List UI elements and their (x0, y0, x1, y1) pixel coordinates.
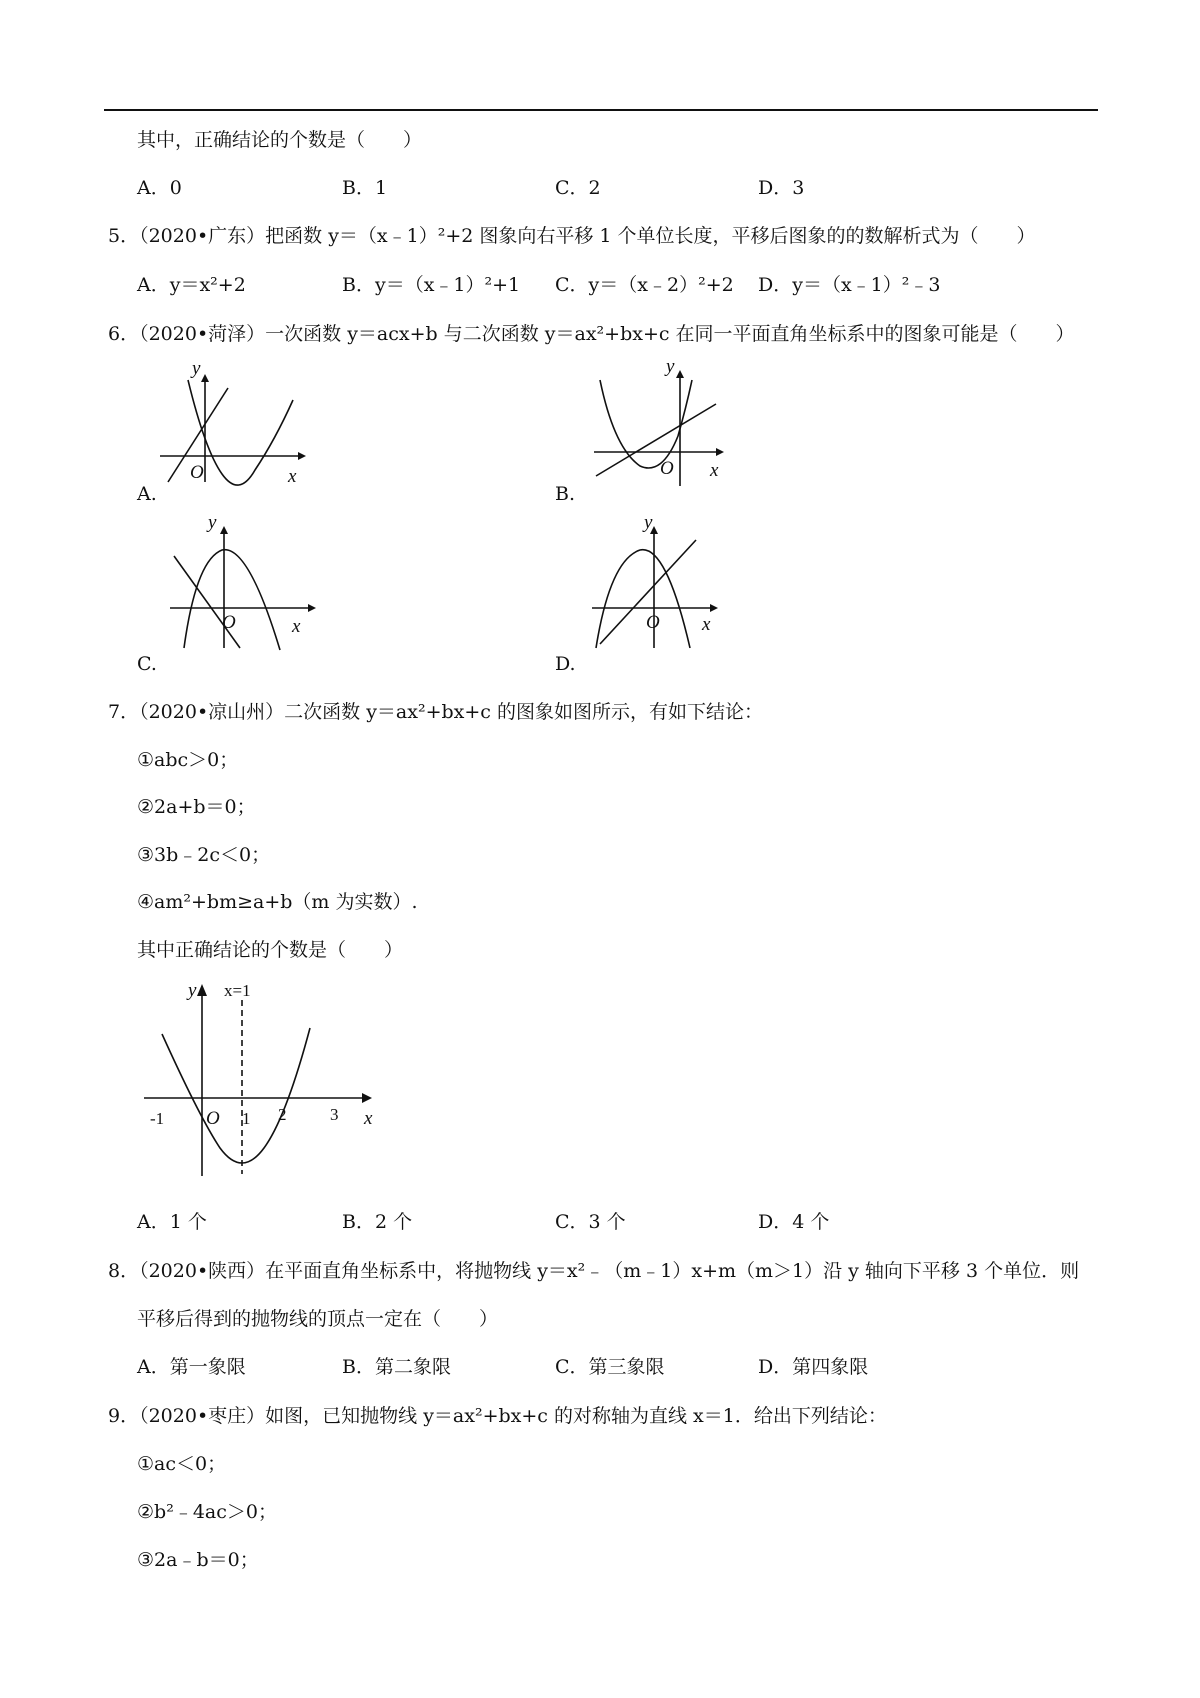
y-axis-arrow (201, 374, 209, 382)
q4-option-b: B．1 (342, 177, 388, 199)
line (596, 404, 716, 476)
q7-question: 其中正确结论的个数是（ ） (137, 939, 404, 961)
q9-conclusion-1: ①ac＜0； (137, 1453, 227, 1475)
x-label: x (710, 460, 719, 481)
q7-option-d: D．4 个 (758, 1211, 830, 1233)
q5-option-c: C．y＝（x﹣2）²+2 (555, 274, 734, 296)
x-axis-arrow (716, 448, 724, 456)
q4-option-a: A．0 (137, 177, 182, 199)
q7-conclusion-3: ③3b﹣2c＜0； (137, 844, 271, 866)
origin-label: O (190, 462, 204, 483)
q6-graph-a (150, 358, 310, 490)
q7-option-b: B．2 个 (342, 1211, 413, 1233)
header-rule (104, 109, 1098, 111)
symmetry-label: x=1 (224, 981, 251, 1000)
q9-stem: 9．（2020•枣庄）如图，已知抛物线 y＝ax²+bx+c 的对称轴为直线 x＝1．给出下列结论： (108, 1405, 887, 1427)
q7-option-a: A．1 个 (137, 1211, 207, 1233)
y-label: y (192, 358, 201, 379)
q5-option-a: A．y＝x²+2 (137, 274, 246, 296)
q4-stem: 其中，正确结论的个数是（ ） (137, 129, 423, 151)
origin-label: O (206, 1108, 220, 1129)
origin-label: O (646, 612, 660, 633)
x-axis-arrow (362, 1093, 372, 1103)
q6-stem: 6．（2020•菏泽）一次函数 y＝acx+b 与二次函数 y＝ax²+bx+c 在同一平面直角坐标系中的图象可能是（ ） (108, 323, 1075, 345)
tick-1: 1 (242, 1109, 251, 1128)
q5-option-d: D．y＝（x﹣1）²﹣3 (758, 274, 941, 296)
q8-option-a: A．第一象限 (137, 1356, 246, 1378)
q9-conclusion-2: ②b²﹣4ac＞0； (137, 1501, 277, 1523)
q6-graph-c (160, 512, 320, 650)
q6-graph-d (586, 512, 746, 650)
x-label: x (292, 616, 301, 637)
q8-option-d: D．第四象限 (758, 1356, 869, 1378)
q7-stem: 7．（2020•凉山州）二次函数 y＝ax²+bx+c 的图象如图所示，有如下结论： (108, 701, 763, 723)
tick-2: 2 (278, 1105, 287, 1124)
y-axis-arrow (220, 526, 228, 534)
y-axis-arrow (676, 370, 684, 378)
q7-conclusion-2: ②2a+b＝0； (137, 796, 256, 818)
x-label: x (364, 1108, 373, 1129)
q4-option-d: D．3 (758, 177, 805, 199)
q6-label-a: A. (137, 483, 157, 505)
q7-conclusion-1: ①abc＞0； (137, 749, 239, 771)
parabola (600, 380, 692, 468)
q5-option-b: B．y＝（x﹣1）²+1 (342, 274, 521, 296)
x-axis-arrow (710, 604, 718, 612)
line (174, 556, 240, 648)
tick-3: 3 (330, 1105, 339, 1124)
x-label: x (288, 466, 297, 487)
origin-label: O (222, 612, 236, 633)
q8-stem: 8．（2020•陕西）在平面直角坐标系中，将抛物线 y＝x²﹣（m﹣1）x+m（m＞1）沿 y 轴向下平移 3 个单位．则 (108, 1260, 1080, 1282)
q8-option-c: C．第三象限 (555, 1356, 665, 1378)
q8-option-b: B．第二象限 (342, 1356, 451, 1378)
q6-label-c: C. (137, 653, 157, 675)
q6-graph-b (588, 356, 748, 488)
q8-stem-continued: 平移后得到的抛物线的顶点一定在（ ） (137, 1308, 499, 1330)
parabola (188, 380, 293, 485)
q6-label-d: D. (555, 653, 576, 675)
tick-minus-1: -1 (150, 1109, 165, 1128)
y-label: y (666, 356, 675, 377)
parabola (162, 1028, 310, 1163)
y-axis-arrow (197, 984, 207, 996)
y-label: y (644, 512, 653, 533)
origin-label: O (660, 458, 674, 479)
q5-stem: 5．（2020•广东）把函数 y＝（x﹣1）²+2 图象向右平移 1 个单位长度，平移后图象的的数解析式为（ ） (108, 225, 1036, 247)
y-label: y (208, 512, 217, 533)
x-axis-arrow (298, 452, 306, 460)
q7-conclusion-4: ④am²+bm≥a+b（m 为实数）. (137, 891, 418, 913)
q9-conclusion-3: ③2a﹣b＝0； (137, 1549, 259, 1571)
q7-option-c: C．3 个 (555, 1211, 626, 1233)
q7-graph (140, 978, 380, 1188)
x-axis-arrow (308, 604, 316, 612)
q6-label-b: B. (555, 483, 576, 505)
q4-option-c: C．2 (555, 177, 601, 199)
x-label: x (702, 614, 711, 635)
parabola (184, 550, 280, 650)
y-label: y (188, 980, 197, 1001)
